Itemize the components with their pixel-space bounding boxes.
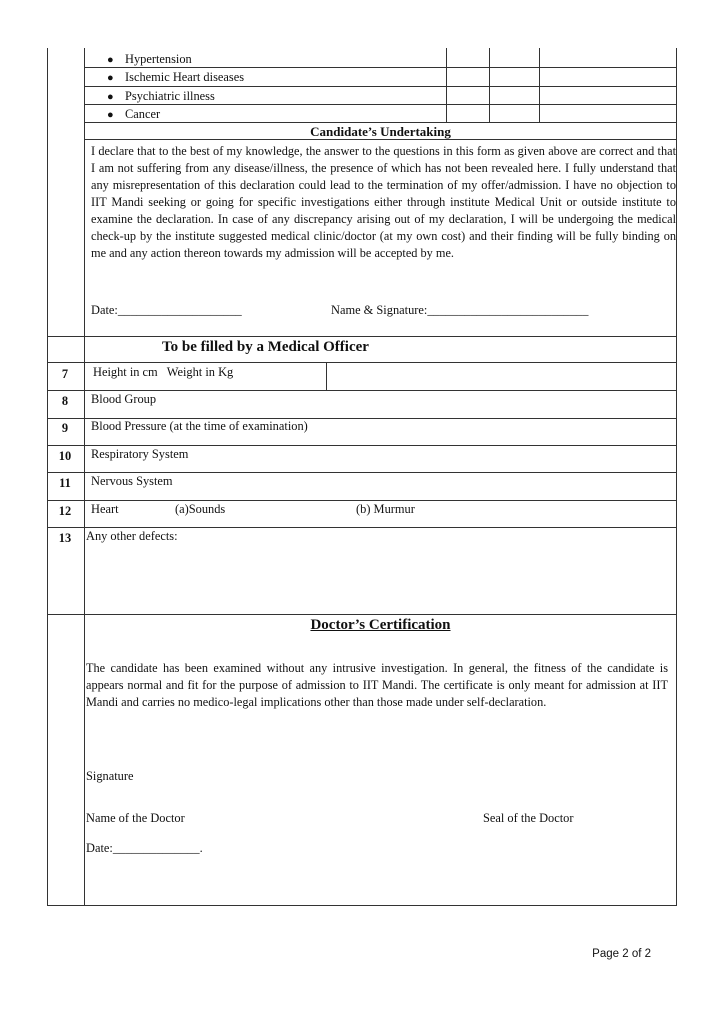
row-number: 10: [58, 449, 72, 463]
undertaking-title: Candidate’s Undertaking: [310, 124, 451, 139]
heart-sounds-field[interactable]: (a)Sounds: [175, 502, 226, 516]
bullet-icon: ●: [107, 54, 114, 66]
doctor-name-field[interactable]: Name of the Doctor: [86, 811, 185, 825]
height-weight-field[interactable]: Height in cm Weight in Kg: [93, 365, 234, 379]
condition-hypertension: ● Hypertension: [107, 52, 192, 66]
other-defects-field[interactable]: Any other defects:: [86, 529, 178, 543]
doctor-signature-field[interactable]: Signature: [86, 769, 134, 783]
blood-pressure-field[interactable]: Blood Pressure (at the time of examination): [91, 419, 308, 433]
nervous-system-field[interactable]: Nervous System: [91, 474, 173, 488]
blood-group-field[interactable]: Blood Group: [91, 392, 157, 406]
row-number: 9: [61, 421, 69, 435]
undertaking-date-field[interactable]: Date:____________________: [91, 303, 242, 317]
certification-title: Doctor’s Certification: [310, 617, 451, 633]
certification-date-field[interactable]: Date:______________.: [86, 841, 203, 855]
doctor-seal-field[interactable]: Seal of the Doctor: [483, 811, 574, 825]
heart-murmur-field[interactable]: (b) Murmur: [356, 502, 415, 516]
undertaking-text: I declare that to the best of my knowledge, the answer to the questions in this form as given above are correct and that I am not suffering from any disease/illness, the presence of which has not been revealed here. I fully understand that any misrepresentation of this declaration could lead to the termination of my offer/admission. I have no objection to IIT Mandi seeking or going for specific investigations either through institute Medical Unit or outside institute to examine the declaration. In case of any discrepancy arising out of my declaration, I will be undergoing the medical check-up by the institute suggested medical clinic/doctor (at my own cost) and their finding will be fully binding on me and any action thereon towards my admission will be accepted by me.: [91, 144, 676, 260]
condition-ischemic-heart: ● Ischemic Heart diseases: [107, 70, 245, 84]
row-number: 8: [61, 394, 69, 408]
bullet-icon: ●: [107, 72, 114, 84]
medical-officer-title: To be filled by a Medical Officer: [162, 339, 369, 355]
row-number: 12: [58, 504, 72, 518]
bullet-icon: ●: [107, 109, 114, 121]
row-number: 13: [58, 531, 72, 545]
row-number: 11: [59, 476, 71, 490]
respiratory-field[interactable]: Respiratory System: [91, 447, 189, 461]
heart-label: Heart: [91, 502, 119, 516]
condition-psychiatric: ● Psychiatric illness: [107, 89, 215, 103]
certification-text: The candidate has been examined without any intrusive investigation. In general, the fitness of the candidate is appears normal and fit for the purpose of admission to IIT Mandi. The certificate is only meant for admission at IIT Mandi and carries no medico-legal implications other than those made under self-declaration.: [86, 661, 668, 709]
row-number: 7: [61, 367, 69, 381]
condition-cancer: ● Cancer: [107, 107, 161, 121]
undertaking-signature-field[interactable]: Name & Signature:__________________________: [331, 303, 589, 317]
bullet-icon: ●: [107, 91, 114, 103]
page-number: Page 2 of 2: [592, 948, 651, 960]
